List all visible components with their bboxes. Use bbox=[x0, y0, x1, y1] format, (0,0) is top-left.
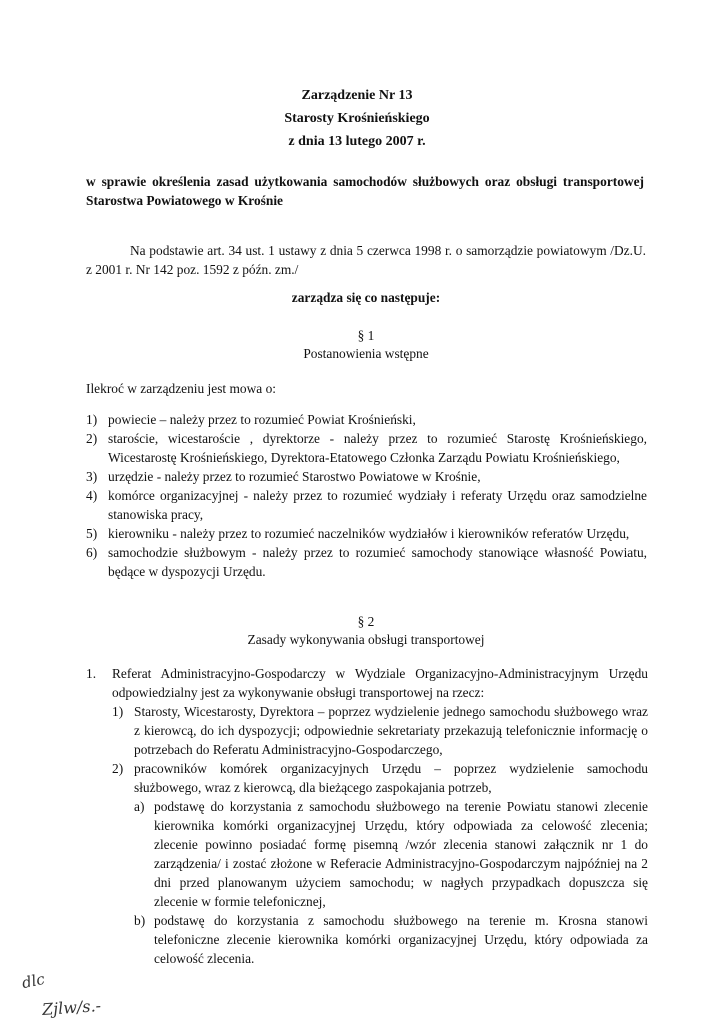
list-item: 6) samochodzie służbowym - należy przez to rozumieć samochody stanowiące własność Powiatu, będące w dyspozycji Urzędu. bbox=[86, 545, 647, 579]
decree-date: z dnia 13 lutego 2007 r. bbox=[288, 134, 426, 149]
list-item: 5) kierowniku - należy przez to rozumieć naczelników wydziałów i kierowników referatów Urzędu, bbox=[86, 526, 630, 541]
usage-rules-list bbox=[134, 797, 648, 968]
list-item: a) podstawę do korzystania z samochodu służbowego na terenie Powiatu stanowi zlecenie kierownika komórki organizacyjnej Urzędu, który odpowiada za celowość zlecenia; zlecenie powinno posiadać formę pisemną /wzór zlecenia stanowi załącznik nr 1 do zarządzenia/ i zostać złożone w Referacie Administracyjno-Gospodarczym najpóźniej na 2 dni przed planowanym użyciem samochodu; w nagłych przypadkach dopuszcza się zlecenie w formie telefonicznej, bbox=[134, 799, 648, 909]
point-text: Referat Administracyjno-Gospodarczy w Wydziale Organizacyjno-Administracyjnym Urzędu odpowiedzialny jest za wykonywanie obsługi transportowej na rzecz: bbox=[112, 666, 648, 700]
section-2-number: § 2 bbox=[357, 614, 375, 629]
decree-clause: zarządza się co następuje: bbox=[291, 290, 441, 305]
list-item: b) podstawę do korzystania z samochodu służbowego na terenie m. Krosna stanowi telefoniczne zlecenie kierownika komórki organizacyjnej Urzędu, który odpowiada za celowość zlecenia. bbox=[134, 913, 648, 966]
list-item: 1) Starosty, Wicestarosty, Dyrektora – poprzez wydzielenie jednego samochodu służbowego wraz z kierowcą, do ich dyspozycji; odpowiednie sekretariaty przekazują telefonicznie informację o potrzebach do Referatu Administracyjno-Gospodarczego, bbox=[112, 704, 648, 757]
section-2-point-1 bbox=[86, 664, 648, 968]
list-item: 1) powiecie – należy przez to rozumieć Powiat Krośnieński, bbox=[86, 412, 416, 427]
list-item: 4) komórce organizacyjnej - należy przez to rozumieć wydziały i referaty Urzędu oraz samodzielne stanowiska pracy, bbox=[86, 488, 647, 522]
section-1-title: Postanowienia wstępne bbox=[303, 346, 429, 361]
handwritten-initials: dlc bbox=[20, 969, 47, 993]
handwritten-signature: Zjlw/s.- bbox=[41, 995, 102, 1020]
section-1-number: § 1 bbox=[357, 328, 375, 343]
list-item: 3) urzędzie - należy przez to rozumieć Starostwo Powiatowe w Krośnie, bbox=[86, 469, 481, 484]
transport-recipients-list bbox=[112, 702, 648, 797]
point-marker: 1. bbox=[86, 666, 97, 681]
list-item: 2) staroście, wicestaroście , dyrektorze - należy przez to rozumieć Starostę Krośnieńskiego, Wicestarostę Krośnieńskiego, Dyrektora-Etatowego Członka Zarządu Powiatu Krośnieńskiego, bbox=[86, 431, 647, 465]
list-item: 2) pracowników komórek organizacyjnych Urzędu – poprzez wydzielenie samochodu służbowego, wraz z kierowcą, dla bieżącego zaspokajania potrzeb, bbox=[112, 761, 648, 795]
section-1-intro: Ilekroć w zarządzeniu jest mowa o: bbox=[86, 381, 276, 396]
decree-number: Zarządzenie Nr 13 bbox=[301, 88, 413, 103]
decree-subject: w sprawie określenia zasad użytkowania samochodów służbowych oraz obsługi transportowej Starostwa Powiatowego w Krośnie bbox=[86, 174, 644, 208]
section-2-title: Zasady wykonywania obsługi transportowej bbox=[247, 632, 485, 647]
definitions-list bbox=[86, 410, 647, 581]
legal-basis: Na podstawie art. 34 ust. 1 ustawy z dnia 5 czerwca 1998 r. o samorządzie powiatowym /Dz.U. z 2001 r. Nr 142 poz. 1592 z późn. zm./ bbox=[86, 243, 646, 277]
issuer-title: Starosty Krośnieńskiego bbox=[284, 111, 430, 126]
